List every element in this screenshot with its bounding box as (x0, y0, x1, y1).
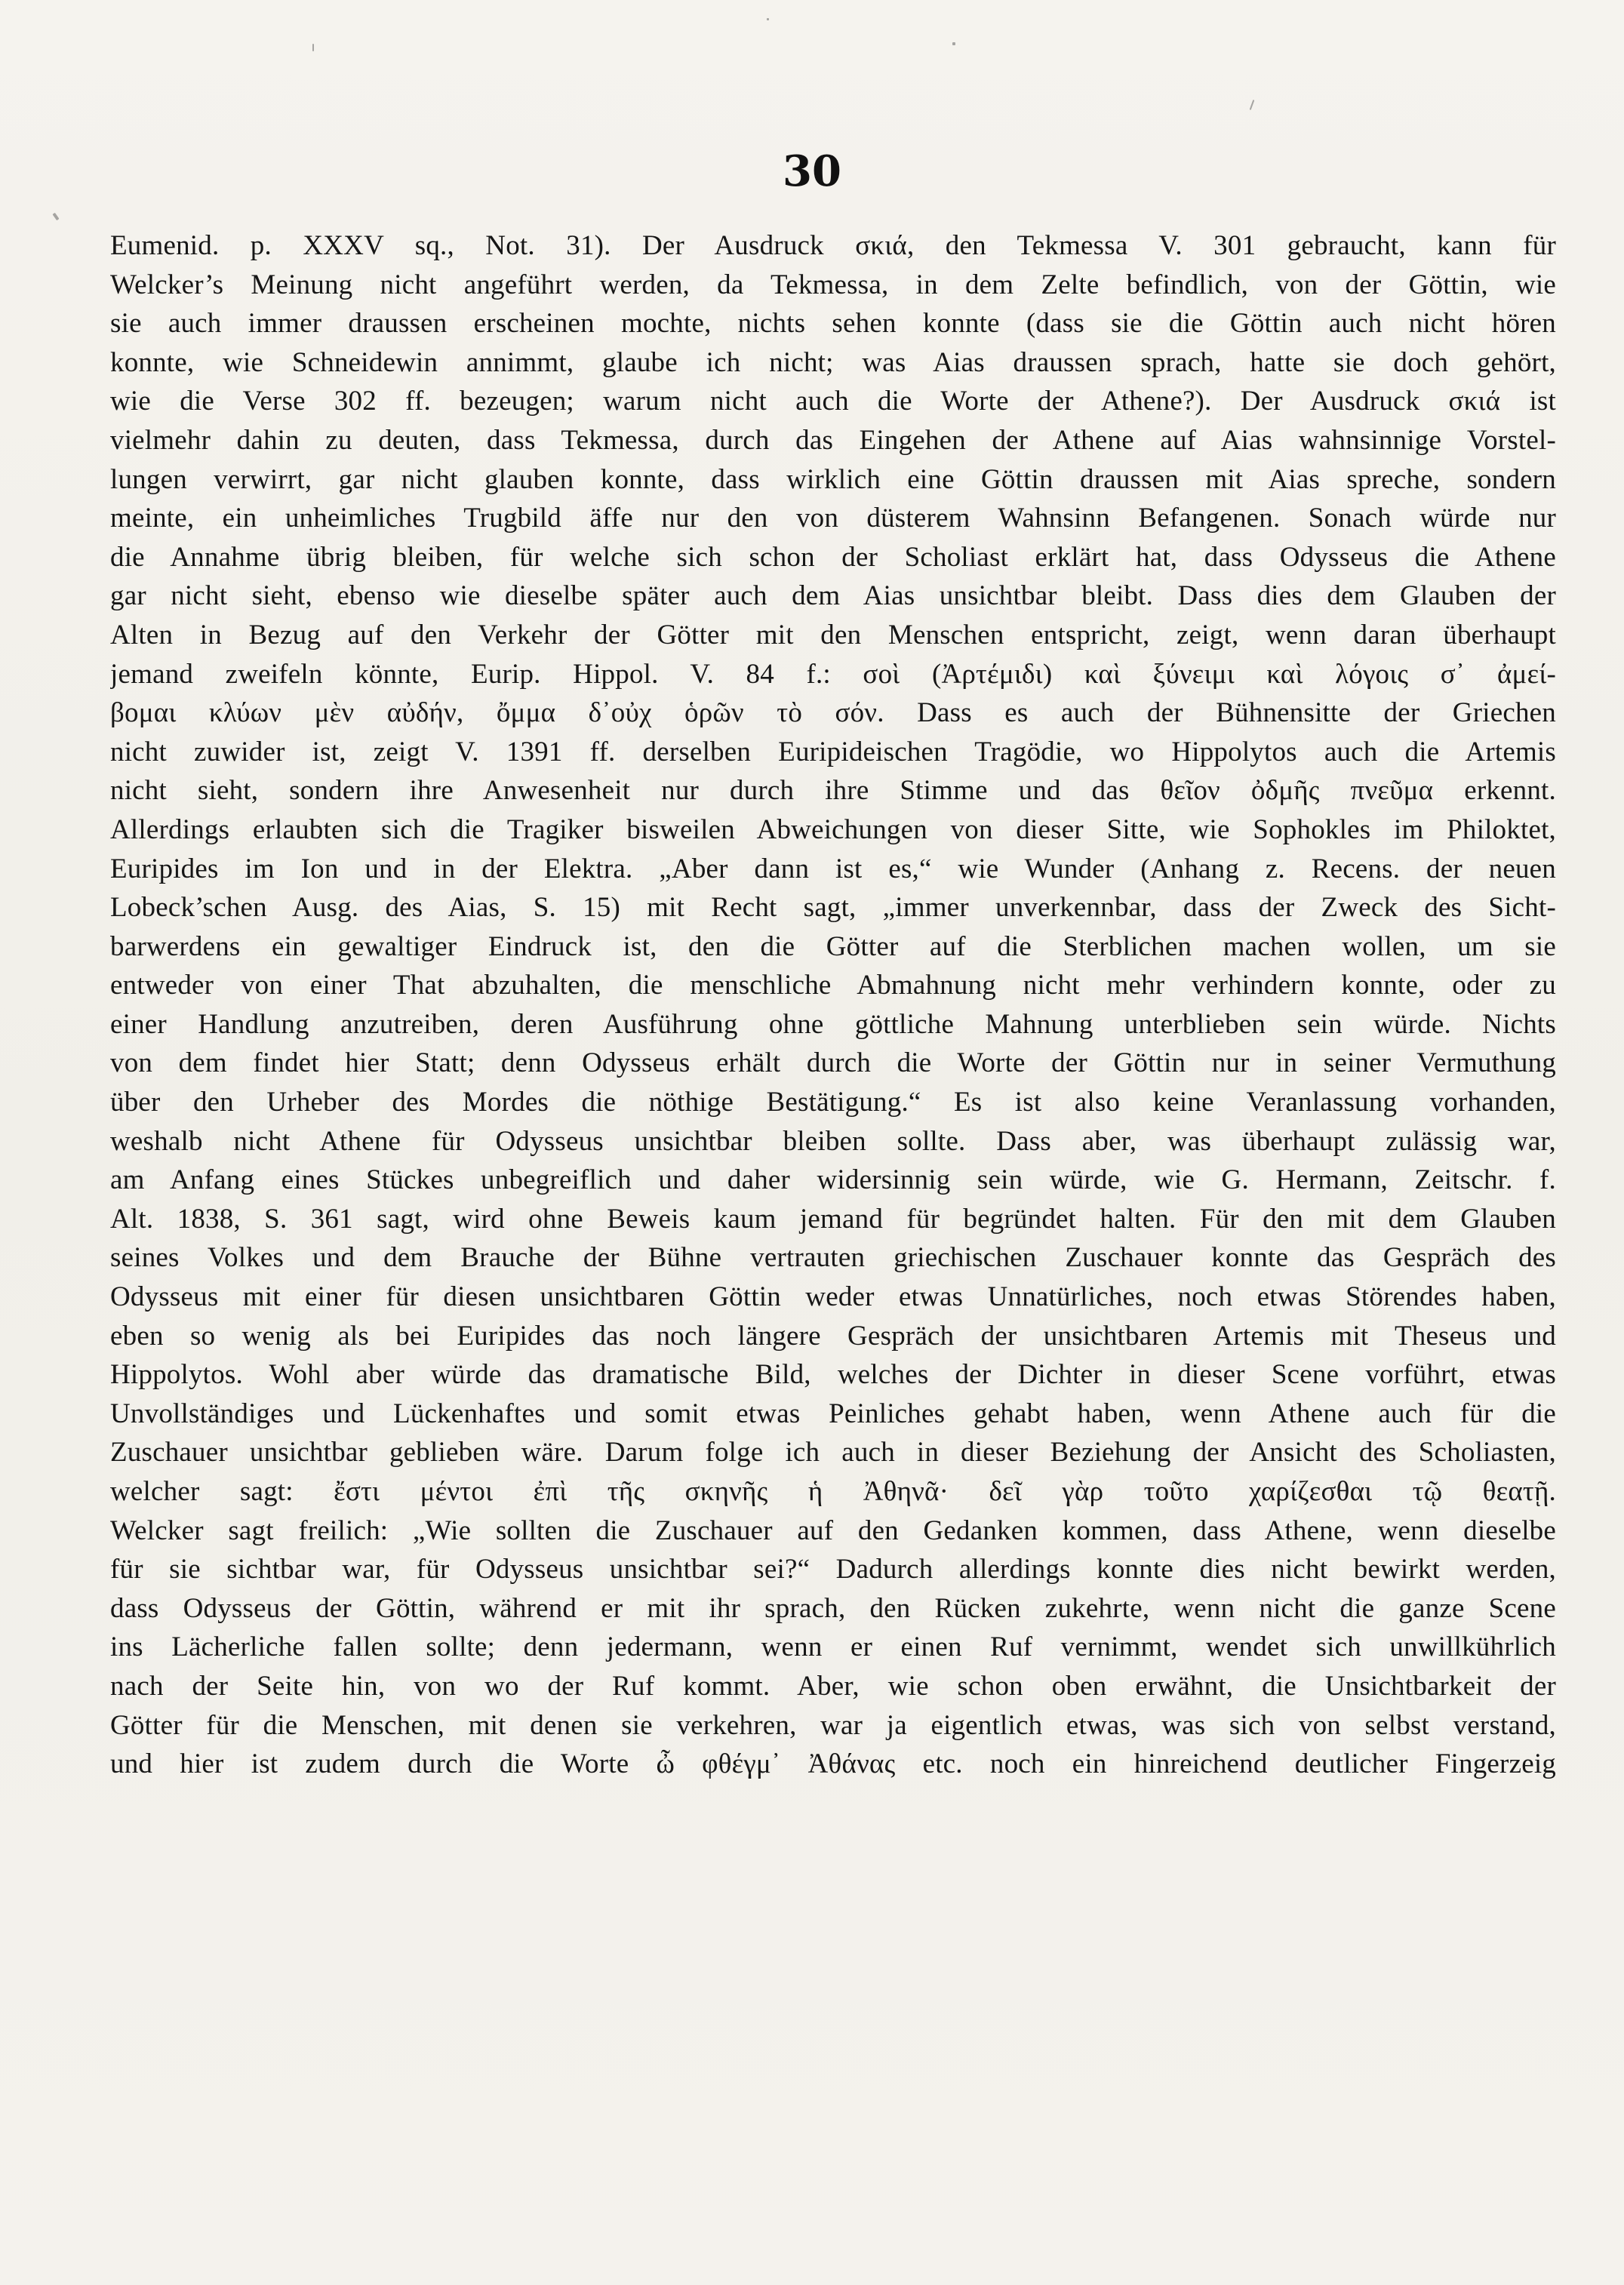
text-line: meinte, ein unheimliches Trugbild äffe nur den von düsterem Wahnsinn Befangenen. Sonach würde nur (110, 503, 1556, 534)
scan-speck (767, 18, 769, 20)
text-line: dass Odysseus der Göttin, während er mit ihr sprach, den Rücken zukehrte, wenn nicht die ganze Scene (110, 1592, 1556, 1624)
text-line: Euripides im Ion und in der Elektra. „Aber dann ist es,“ wie Wunder (Anhang z. Recens. der neuen (110, 853, 1556, 884)
text-line: ins Lächerliche fallen sollte; denn jedermann, wenn er einen Ruf vernimmt, wendet sich unwillkührlich (110, 1631, 1556, 1663)
text-line: Götter für die Menschen, mit denen sie verkehren, war ja eigentlich etwas, was sich von selbst verstand, (110, 1709, 1556, 1741)
text-line: von dem findet hier Statt; denn Odysseus erhält durch die Worte der Göttin nur in seiner Vermuthung (110, 1047, 1556, 1079)
text-line: wie die Verse 302 ff. bezeugen; warum nicht auch die Worte der Athene?). Der Ausdruck σκιά ist (110, 386, 1556, 417)
text-line: konnte, wie Schneidewin annimmt, glaube ich nicht; was Aias draussen sprach, hatte sie doch gehört, (110, 346, 1556, 378)
text-line: barwerdens ein gewaltiger Eindruck ist, den die Götter auf die Sterblichen machen wollen, um sie (110, 930, 1556, 962)
text-line: Alt. 1838, S. 361 sagt, wird ohne Beweis kaum jemand für begründet halten. Für den mit dem Glauben (110, 1203, 1556, 1235)
text-line: Alten in Bezug auf den Verkehr der Götter mit den Menschen entspricht, zeigt, wenn daran überhaupt (110, 619, 1556, 650)
text-line (110, 1784, 1556, 1823)
text-line: welcher sagt: ἔστι μέντοι ἐπὶ τῆς σκηνῆς ἡ Ἀθηνᾶ· δεῖ γὰρ τοῦτο χαρίζεσθαι τῷ θεατῇ. (110, 1476, 1556, 1507)
text-line: eben so wenig als bei Euripides das noch längere Gespräch der unsichtbaren Artemis mit Theseus und (110, 1320, 1556, 1352)
body-text (110, 226, 1556, 1822)
text-line: gar nicht sieht, ebenso wie dieselbe später auch dem Aias unsichtbar bleibt. Dass dies dem Glauben der (110, 580, 1556, 612)
text-line: und hier ist zudem durch die Worte ὦ φθέγμ᾽ Ἀθάνας etc. noch ein hinreichend deutlicher Fingerzeig (110, 1748, 1556, 1780)
text-line: über den Urheber des Mordes die nöthige Bestätigung.“ Es ist also keine Veranlassung vorhanden, (110, 1087, 1556, 1118)
scan-speck (952, 42, 955, 45)
text-line: Welcker sagt freilich: „Wie sollten die Zuschauer auf den Gedanken kommen, dass Athene, wenn dieselbe (110, 1515, 1556, 1546)
text-line: vielmehr dahin zu deuten, dass Tekmessa, durch das Eingehen der Athene auf Aias wahnsinnige Vorstel- (110, 424, 1556, 456)
text-line: jemand zweifeln könnte, Eurip. Hippol. V. 84 f.: σοὶ (Ἀρτέμιδι) καὶ ξύνειμι καὶ λόγοις σ᾽ ἀμεί- (110, 658, 1556, 690)
text-line: einer Handlung anzutreiben, deren Ausführung ohne göttliche Mahnung unterblieben sein würde. Nichts (110, 1008, 1556, 1040)
page-number: 30 (783, 146, 841, 196)
scan-speck (52, 213, 59, 220)
text-line: sie auch immer draussen erscheinen mochte, nichts sehen konnte (dass sie die Göttin auch nicht hören (110, 308, 1556, 340)
text-line: βομαι κλύων μὲν αὐδήν, ὄμμα δ᾽οὐχ ὁρῶν τὸ σόν. Dass es auch der Bühnensitte der Griechen (110, 697, 1556, 729)
text-line: die Annahme übrig bleiben, für welche sich schon der Scholiast erklärt hat, dass Odysseus die Athene (110, 541, 1556, 573)
text-line: Hippolytos. Wohl aber würde das dramatische Bild, welches der Dichter in dieser Scene vorführt, etwas (110, 1359, 1556, 1391)
text-line: am Anfang eines Stückes unbegreiflich und daher widersinnig sein würde, wie G. Hermann, Zeitschr. f. (110, 1164, 1556, 1196)
text-line: weshalb nicht Athene für Odysseus unsichtbar bleiben sollte. Dass aber, was überhaupt zulässig war, (110, 1125, 1556, 1157)
text-line: Lobeck’schen Ausg. des Aias, S. 15) mit Recht sagt, „immer unverkennbar, dass der Zweck des Sicht- (110, 892, 1556, 924)
text-line: Unvollständiges und Lückenhaftes und somit etwas Peinliches gehabt haben, wenn Athene auch für die (110, 1398, 1556, 1429)
text-line: für sie sichtbar war, für Odysseus unsichtbar sei?“ Dadurch allerdings konnte dies nicht bewirkt werden, (110, 1554, 1556, 1585)
text-line: Zuschauer unsichtbar geblieben wäre. Darum folge ich auch in dieser Beziehung der Ansicht des Scholiasten, (110, 1437, 1556, 1468)
text-line: nach der Seite hin, von wo der Ruf kommt. Aber, wie schon oben erwähnt, die Unsichtbarkeit der (110, 1670, 1556, 1702)
text-line: Eumenid. p. XXXV sq., Not. 31). Der Ausdruck σκιά, den Tekmessa V. 301 gebraucht, kann für (110, 230, 1556, 261)
text-line: Allerdings erlaubten sich die Tragiker bisweilen Abweichungen von dieser Sitte, wie Sophokles im Philoktet, (110, 813, 1556, 845)
text-line: nicht sieht, sondern ihre Anwesenheit nur durch ihre Stimme und das θεῖον ὀδμῆς πνεῦμα erkennt. (110, 775, 1556, 807)
scan-speck (312, 44, 314, 51)
text-line: Odysseus mit einer für diesen unsichtbaren Göttin weder etwas Unnatürliches, noch etwas Störendes haben, (110, 1281, 1556, 1313)
text-line: Welcker’s Meinung nicht angeführt werden, da Tekmessa, in dem Zelte befindlich, von der Göttin, wie (110, 269, 1556, 300)
scan-speck (1250, 100, 1255, 110)
text-line: lungen verwirrt, gar nicht glauben konnte, dass wirklich eine Göttin draussen mit Aias spreche, sondern (110, 463, 1556, 495)
text-line: entweder von einer That abzuhalten, die menschliche Abmahnung nicht mehr verhindern konnte, oder zu (110, 970, 1556, 1001)
text-line: seines Volkes und dem Brauche der Bühne vertrauten griechischen Zuschauer konnte das Gespräch des (110, 1242, 1556, 1274)
text-line: nicht zuwider ist, zeigt V. 1391 ff. derselben Euripideischen Tragödie, wo Hippolytos auch die Artemis (110, 736, 1556, 767)
